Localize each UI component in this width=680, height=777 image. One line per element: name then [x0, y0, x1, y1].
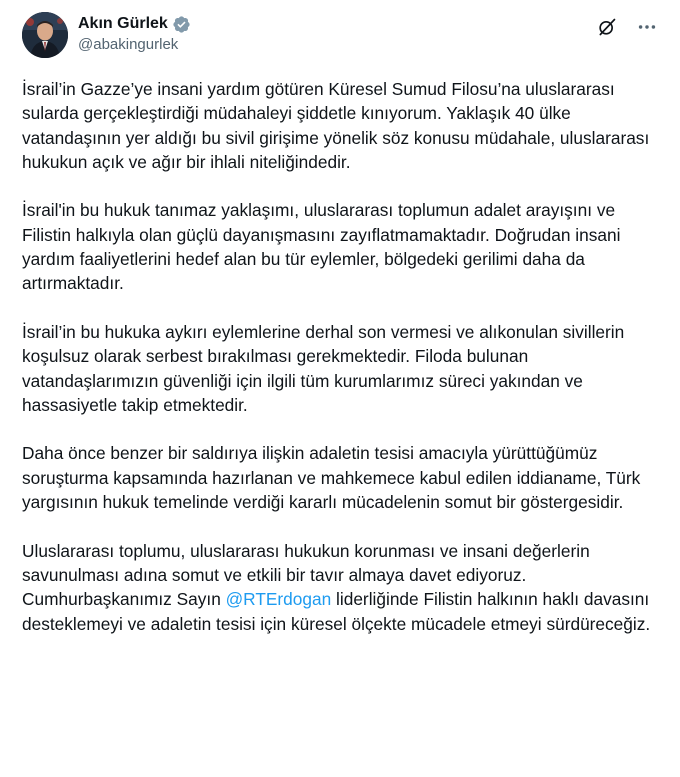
- grok-icon[interactable]: [596, 16, 618, 38]
- tweet-paragraph-4: Daha önce benzer bir saldırıya ilişkin adaletin tesisi amacıyla yürüttüğümüz soruşturma kapsamında hazırlanan ve mahkemece kabul edilen iddianame, Türk yargısının hukuk temelinde verdiği kararlı mücadelenin somut bir göstergesidir.: [22, 443, 641, 513]
- mention-link[interactable]: @RTErdogan: [225, 589, 332, 610]
- tweet-paragraph-1: İsrail’in Gazze’ye insani yardım götüren Küresel Sumud Filosu’na uluslararası sularda gerçekleştirdiği müdahaleyi şiddetle kınıyorum. Yaklaşık 40 ülke vatandaşının yer aldığı bu sivil girişime yönelik söz konusu müdahale, uluslararası hukukun açık ve ağır bir ihlali niteliğindedir.: [22, 79, 650, 172]
- display-name-row: [78, 13, 191, 35]
- user-info: [78, 13, 191, 53]
- profile-photo: [22, 12, 68, 58]
- tweet-paragraph-3: İsrail’in bu hukuka aykırı eylemlerine derhal son vermesi ve alıkonulan sivillerin koşulsuz olarak serbest bırakılması gerekmektedir. Filoda bulunan vatandaşlarımızın güvenliği için ilgili tüm kurumlarımız süreci yakından ve hassasiyetle takip etmektedir.: [22, 321, 625, 415]
- user-handle[interactable]: @abakingurlek: [78, 36, 179, 53]
- verified-badge-icon: [172, 15, 191, 34]
- tweet-text: [22, 77, 662, 636]
- paragraph-5-text-after: liderliğinde Filistin halkının haklı davasını desteklemeyi ve adaletin tesisi için küresel ölçekte mücadele etmeyi sürdüreceğiz.: [22, 589, 651, 634]
- tweet-paragraph-5: [22, 539, 662, 636]
- display-name[interactable]: Akın Gürlek: [78, 15, 168, 32]
- tweet-paragraph-2: İsrail'in bu hukuk tanımaz yaklaşımı, uluslararası toplumun adalet arayışını ve Filistin halkıyla olan güçlü dayanışmasını zayıflatmamaktadır. Doğrudan insani yardım faaliyetlerini hedef alan bu tür eylemler, bölgedeki gerilimi daha da artırmaktadır.: [22, 200, 621, 294]
- paragraph-5-text-before: Uluslararası toplumu, uluslararası hukukun korunması ve insani değerlerin savunulması adına somut ve etkili bir tavır almaya davet ediyoruz. Cumhurbaşkanımız Sayın: [22, 540, 590, 610]
- avatar[interactable]: [22, 12, 68, 58]
- tweet-header: [22, 10, 658, 62]
- more-options-icon[interactable]: [636, 16, 658, 38]
- header-actions: [596, 16, 658, 38]
